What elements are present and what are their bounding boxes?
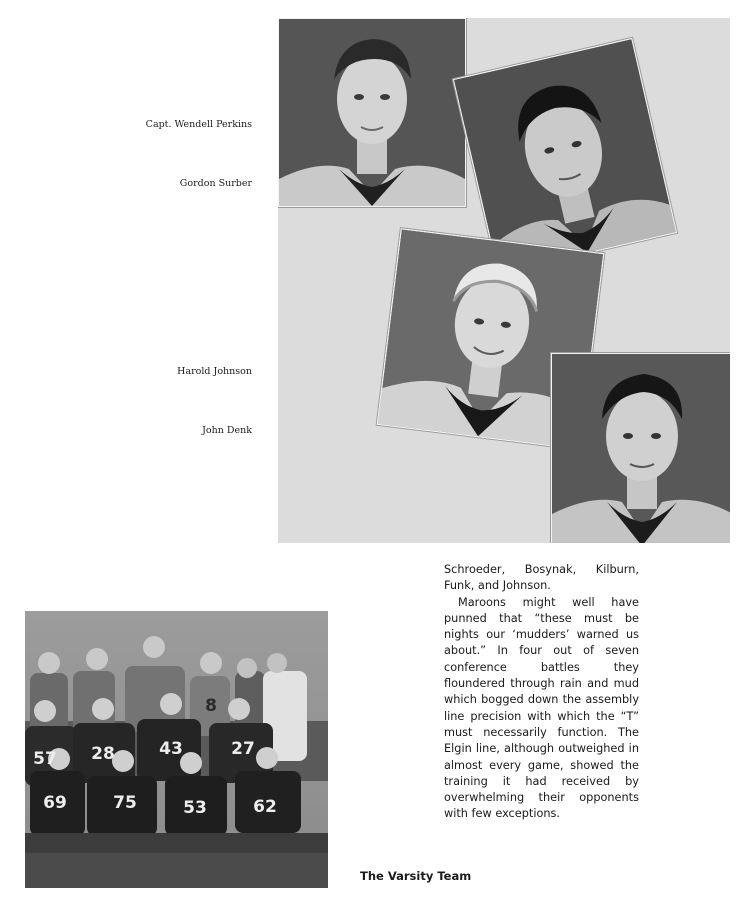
caption-john-denk: John Denk [202, 425, 252, 436]
varsity-team-photo [25, 611, 328, 888]
jersey-number: 27 [231, 739, 255, 759]
caption-harold-johnson: Harold Johnson [177, 366, 252, 377]
jersey-number: 53 [183, 798, 207, 818]
article-text [444, 562, 639, 823]
caption-wendell-perkins: Capt. Wendell Perkins [145, 119, 252, 130]
team-photo-caption: The Varsity Team [360, 869, 472, 883]
portrait-collage [278, 18, 730, 543]
caption-gordon-surber: Gordon Surber [179, 178, 252, 189]
portrait-wendell-perkins [278, 18, 466, 207]
jersey-number: 8 [205, 696, 217, 716]
jersey-number: 69 [43, 793, 67, 813]
article-paragraph-2: Maroons might well have punned that “these must be nights our ‘mudders’ warned us about.” In four out of seven conference battles they floundered through rain and mud which bogged down the assembly line precision with which the “T” must necessarily function. The Elgin line, although outweighed in almost every game, showed the training it had received by overwhelming their opponents with few exceptions. [444, 595, 639, 821]
jersey-number: 43 [159, 739, 183, 759]
article-paragraph-1: Schroeder, Bosynak, Kilburn, Funk, and Johnson. [444, 563, 639, 593]
jersey-number: 57 [33, 749, 57, 769]
portrait-john-denk [551, 353, 730, 543]
jersey-number: 62 [253, 797, 277, 817]
jersey-number: 75 [113, 793, 137, 813]
jersey-number: 28 [91, 744, 115, 764]
